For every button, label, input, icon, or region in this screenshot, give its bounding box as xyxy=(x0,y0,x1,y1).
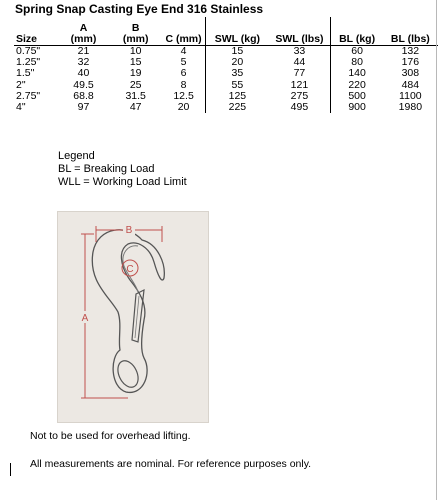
snap-hook-diagram xyxy=(57,211,209,423)
cell-bl-kg: 220 xyxy=(331,80,383,91)
cell-swl-lbs: 121 xyxy=(290,78,309,91)
text-cursor xyxy=(10,463,11,476)
cell-swl-lbs: 33 xyxy=(293,45,306,58)
legend xyxy=(58,150,187,189)
table-row xyxy=(14,102,438,113)
header-swl-lbs: SWL (lbs) xyxy=(268,17,331,46)
cell-swl-kg: 15 xyxy=(206,46,269,58)
cell-bl-kg: 140 xyxy=(331,68,383,79)
cell-bl-kg: 60 xyxy=(331,46,383,58)
cell-bl-lbs: 308 xyxy=(401,67,420,80)
cell-c: 4 xyxy=(180,45,187,58)
cell-c: 6 xyxy=(180,67,187,80)
cell-bl-lbs: 1980 xyxy=(398,101,423,114)
page-edge xyxy=(436,0,437,500)
dimension-c-label: C xyxy=(126,264,134,275)
table-row xyxy=(14,68,438,79)
cell-swl-kg: 55 xyxy=(206,80,269,91)
cell-bl-lbs: 1100 xyxy=(399,89,422,102)
cell-size: 2.75" xyxy=(16,89,41,102)
cell-b: 25 xyxy=(129,78,142,91)
cell-b: 47 xyxy=(129,101,142,114)
cell-size: 1.5" xyxy=(16,67,35,80)
header-b: B (mm) xyxy=(110,17,162,46)
header-swl-kg: SWL (kg) xyxy=(206,17,269,46)
legend-working-load-limit: WLL = Working Load Limit xyxy=(58,176,187,188)
cell-c: 12.5 xyxy=(173,89,194,102)
cell-a: 49.5 xyxy=(73,78,94,91)
cell-c: 5 xyxy=(180,56,187,69)
cell-swl-kg: 35 xyxy=(206,68,269,79)
cell-size: 1.25" xyxy=(16,56,41,69)
dimension-b-label: B xyxy=(125,225,133,236)
cell-b: 10 xyxy=(129,45,142,58)
cell-bl-lbs: 484 xyxy=(401,78,420,91)
cell-swl-lbs: 77 xyxy=(293,67,306,80)
header-bl-lbs: BL (lbs) xyxy=(383,17,438,46)
legend-heading: Legend xyxy=(58,150,95,162)
cell-bl-kg: 900 xyxy=(331,102,383,113)
cell-bl-kg: 500 xyxy=(331,91,383,102)
cell-swl-kg: 225 xyxy=(206,102,269,113)
header-a: A (mm) xyxy=(57,17,109,46)
cell-b: 31.5 xyxy=(125,89,146,102)
cell-swl-kg: 125 xyxy=(206,91,269,102)
cell-a: 40 xyxy=(77,67,90,80)
cell-swl-lbs: 495 xyxy=(290,101,309,114)
cell-a: 21 xyxy=(77,45,90,58)
cell-a: 97 xyxy=(77,101,90,114)
cell-swl-lbs: 44 xyxy=(293,56,306,69)
table-header-row xyxy=(14,17,438,46)
snap-hook-drawing xyxy=(58,212,208,422)
cell-size: 0.75" xyxy=(16,45,41,58)
cell-a: 32 xyxy=(77,56,90,69)
cell-bl-lbs: 176 xyxy=(401,56,420,69)
cell-c: 8 xyxy=(180,78,187,91)
cell-size: 2" xyxy=(16,78,26,91)
header-bl-kg: BL (kg) xyxy=(331,17,383,46)
document-title: Spring Snap Casting Eye End 316 Stainless xyxy=(15,2,264,16)
cell-b: 15 xyxy=(129,56,142,69)
cell-bl-kg: 80 xyxy=(331,57,383,68)
hook-outline xyxy=(92,230,164,393)
legend-breaking-load: BL = Breaking Load xyxy=(58,163,155,175)
specification-table xyxy=(14,17,438,113)
cell-c: 20 xyxy=(177,101,190,114)
cell-size: 4" xyxy=(16,101,26,114)
cell-bl-lbs: 132 xyxy=(401,45,420,58)
lifting-warning: Not to be used for overhead lifting. xyxy=(30,430,191,442)
header-c: C (mm) xyxy=(162,17,206,46)
header-size: Size xyxy=(14,17,57,46)
cell-swl-lbs: 275 xyxy=(290,89,309,102)
measurement-disclaimer: All measurements are nominal. For reference purposes only. xyxy=(30,458,312,470)
cell-a: 68.8 xyxy=(73,89,94,102)
cell-swl-kg: 20 xyxy=(206,57,269,68)
dimension-a-label: A xyxy=(81,313,89,324)
cell-b: 19 xyxy=(129,67,142,80)
